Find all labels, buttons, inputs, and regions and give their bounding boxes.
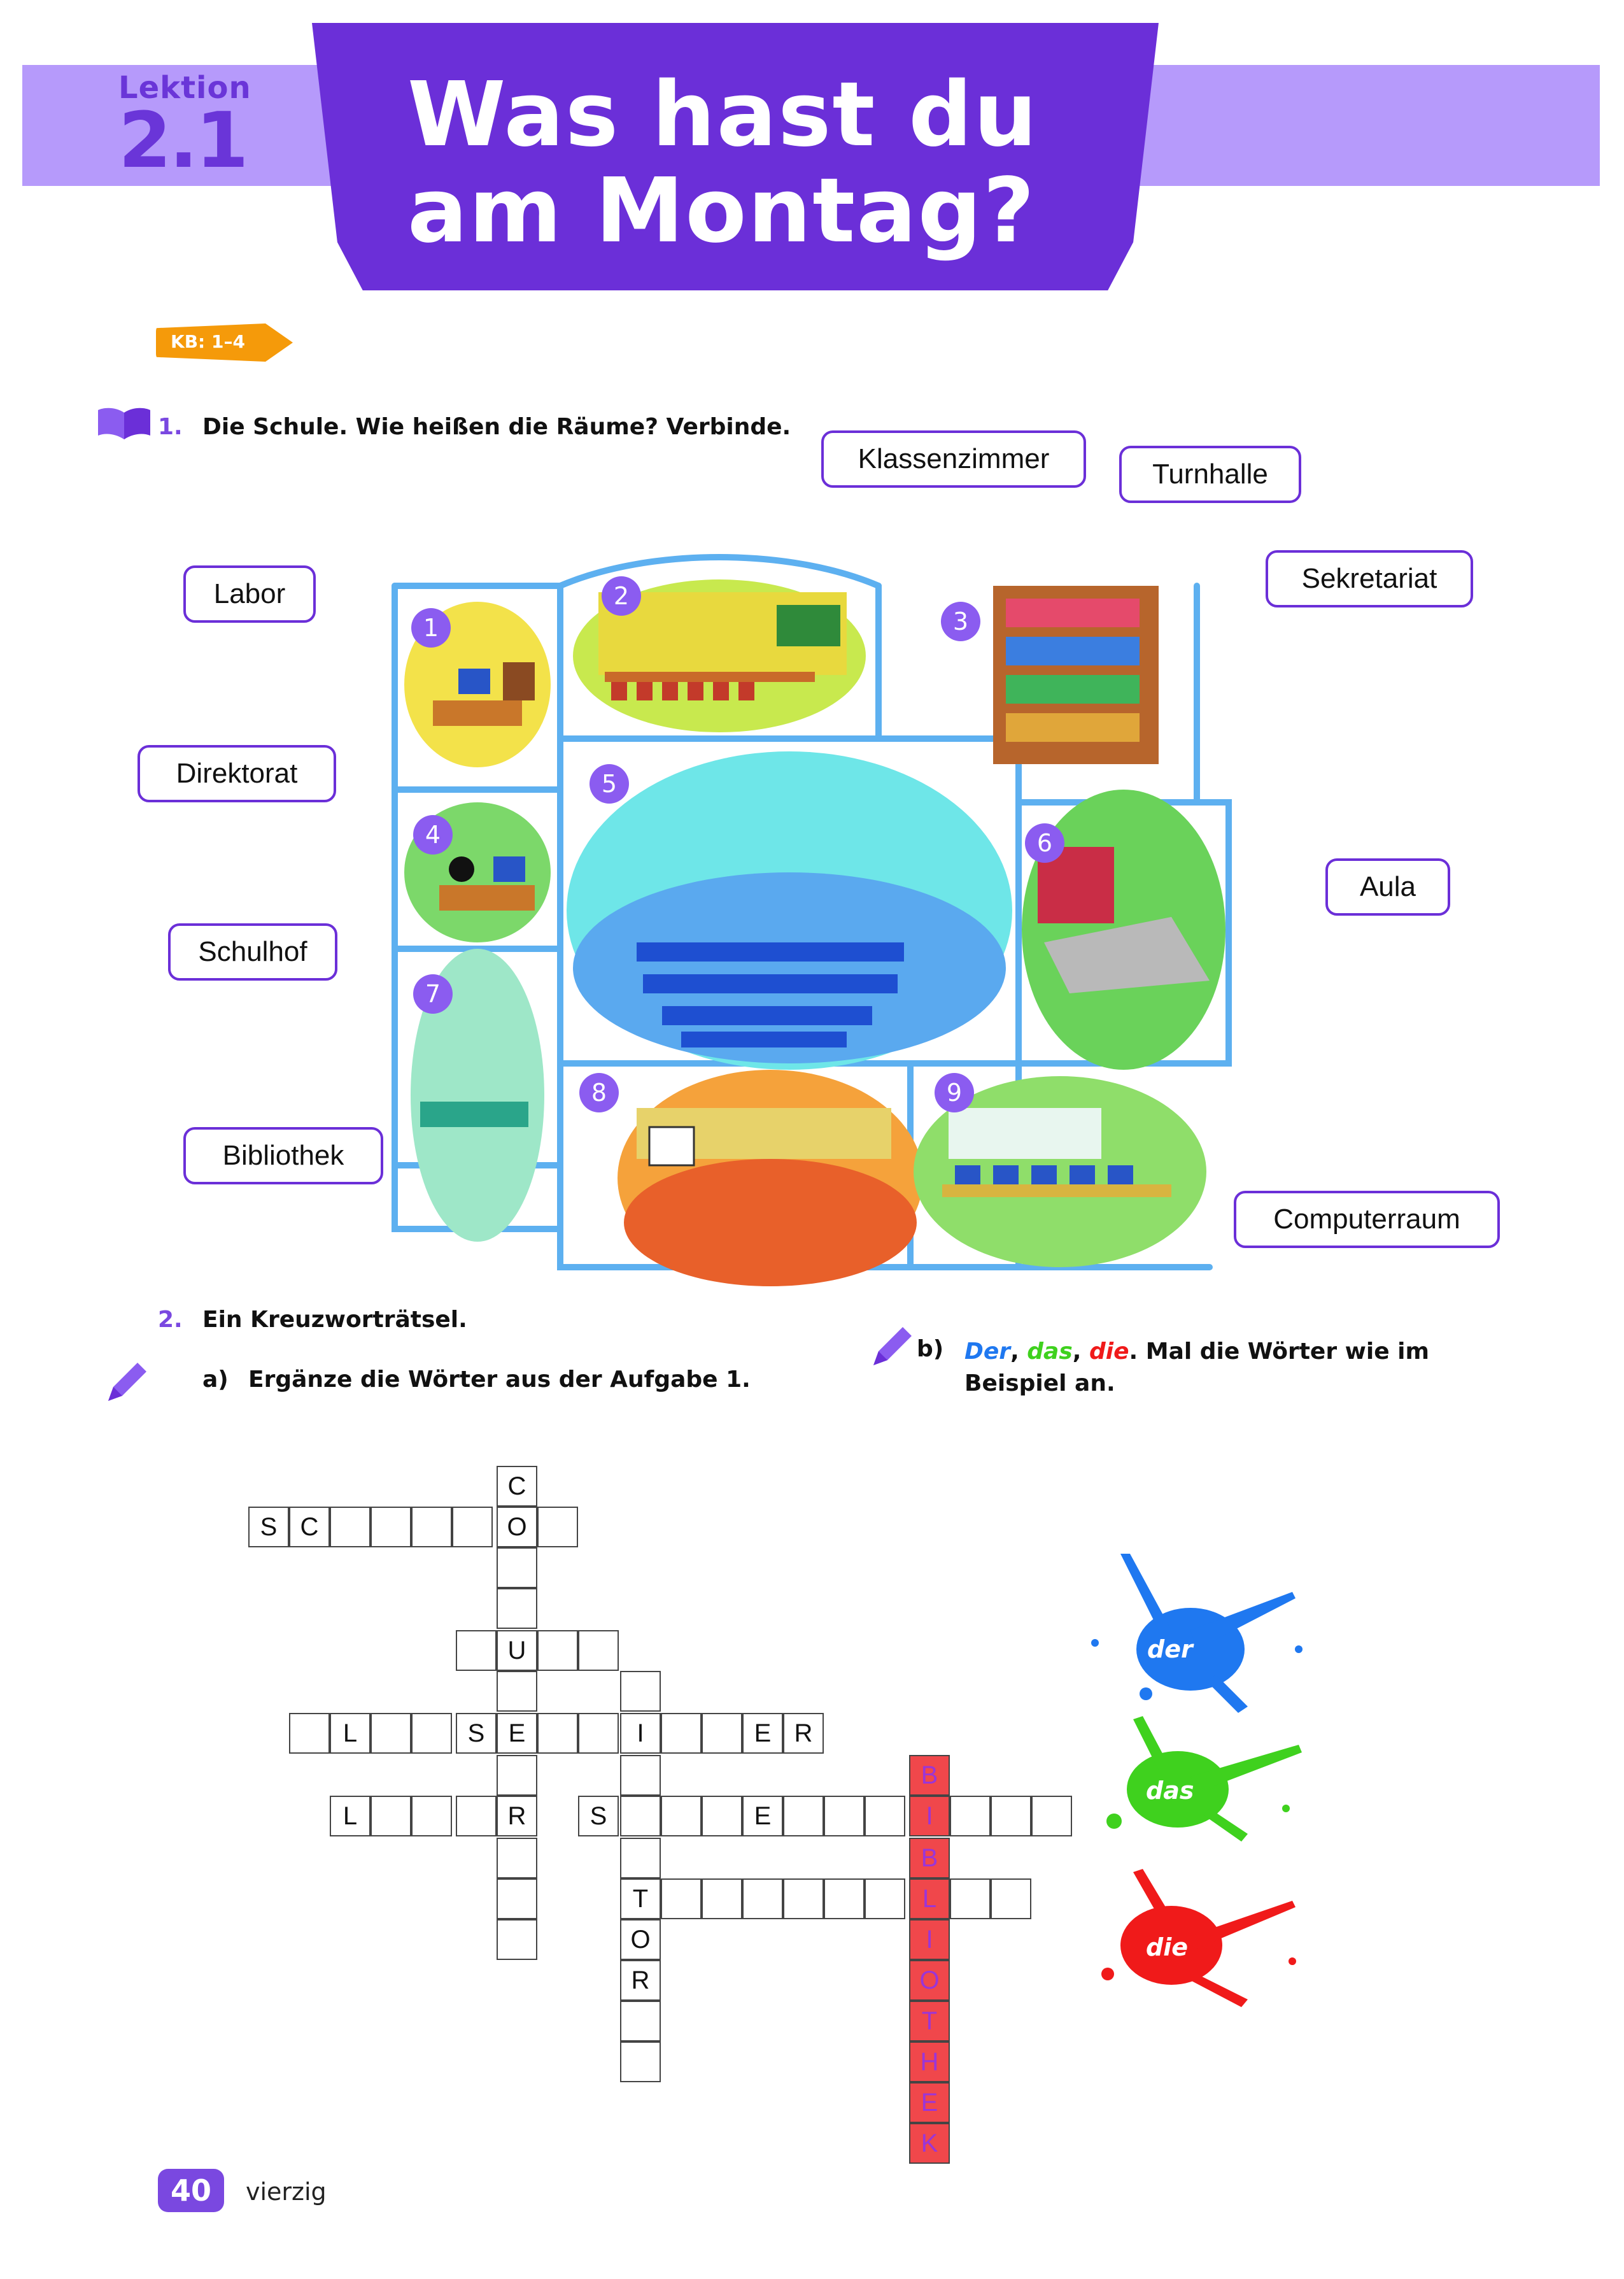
crossword-cell[interactable]	[620, 1838, 661, 1878]
label-direktorat[interactable]: Direktorat	[138, 745, 336, 802]
crossword-cell[interactable]	[702, 1796, 742, 1836]
crossword-cell[interactable]	[661, 1878, 702, 1919]
crossword-cell[interactable]: O	[497, 1507, 537, 1547]
crossword-cell[interactable]	[497, 1588, 537, 1629]
crossword-cell[interactable]	[578, 1713, 619, 1754]
label-sekretariat[interactable]: Sekretariat	[1266, 550, 1473, 607]
splat-red	[1101, 1869, 1296, 2007]
crossword-cell[interactable]: S	[456, 1713, 497, 1754]
crossword-cell[interactable]	[991, 1796, 1031, 1836]
label-labor[interactable]: Labor	[183, 565, 316, 623]
room-number-2: 2	[602, 576, 641, 616]
room-number-6: 6	[1025, 823, 1064, 863]
book-icon	[95, 404, 153, 442]
crossword-cell[interactable]: L	[330, 1796, 371, 1836]
crossword-cell[interactable]	[537, 1507, 578, 1547]
task2b-label: b)	[917, 1336, 944, 1362]
room-number-1: 1	[411, 608, 451, 648]
room-number-8: 8	[579, 1073, 619, 1112]
crossword-cell[interactable]: I	[620, 1713, 661, 1754]
splat-label-die: die	[1146, 1933, 1188, 1961]
room-number-5: 5	[590, 764, 629, 804]
crossword-cell[interactable]	[824, 1878, 865, 1919]
crossword-cell[interactable]	[865, 1796, 905, 1836]
crossword-cell[interactable]	[620, 1755, 661, 1796]
label-turnhalle[interactable]: Turnhalle	[1119, 446, 1301, 503]
crossword-cell[interactable]	[578, 1630, 619, 1671]
crossword-cell-highlight[interactable]: B	[909, 1755, 950, 1796]
paint-splats	[1082, 1554, 1311, 2038]
task2b-text: . Mal die Wörter wie im Beispiel an.	[964, 1338, 1430, 1397]
task2-instruction: Ein Kreuzworträtsel.	[202, 1307, 467, 1333]
crossword-cell[interactable]	[620, 1671, 661, 1712]
crossword-cell[interactable]: S	[578, 1796, 619, 1836]
crossword-cell[interactable]: E	[742, 1713, 783, 1754]
crossword-cell[interactable]	[411, 1796, 452, 1836]
crossword-cell[interactable]	[456, 1796, 497, 1836]
kb-tag: KB: 1–4	[171, 331, 245, 352]
crossword-cell[interactable]	[702, 1713, 742, 1754]
crossword-cell-highlight[interactable]: O	[909, 1960, 950, 2001]
crossword-cell[interactable]: S	[248, 1507, 289, 1547]
crossword-cell[interactable]	[950, 1878, 991, 1919]
label-computerraum[interactable]: Computerraum	[1234, 1191, 1500, 1248]
crossword-cell-highlight[interactable]: B	[909, 1838, 950, 1878]
crossword-cell[interactable]	[452, 1507, 493, 1547]
crossword-cell[interactable]	[661, 1796, 702, 1836]
label-aula[interactable]: Aula	[1325, 858, 1450, 916]
word-die: die	[1089, 1338, 1129, 1365]
pencil-icon-b	[867, 1321, 918, 1372]
crossword-cell[interactable]	[702, 1878, 742, 1919]
crossword-cell[interactable]	[497, 1547, 537, 1588]
task2a-instruction: Ergänze die Wörter aus der Aufgabe 1.	[248, 1367, 751, 1393]
label-klassenzimmer[interactable]: Klassenzimmer	[821, 430, 1086, 488]
crossword-cell-highlight[interactable]: T	[909, 2001, 950, 2041]
splat-label-das: das	[1146, 1777, 1194, 1805]
crossword-cell[interactable]: R	[783, 1713, 824, 1754]
crossword-cell-highlight[interactable]: I	[909, 1919, 950, 1960]
task2-number: 2.	[158, 1307, 183, 1333]
crossword-cell[interactable]: E	[497, 1713, 537, 1754]
crossword-cell[interactable]: L	[330, 1713, 371, 1754]
page-number-word: vierzig	[246, 2178, 327, 2206]
splat-green	[1106, 1716, 1302, 1842]
lektion-label: Lektion	[118, 70, 251, 106]
task2a-label: a)	[202, 1367, 229, 1393]
task1-instruction: Die Schule. Wie heißen die Räume? Verbinde.	[202, 414, 791, 440]
crossword-cell[interactable]	[661, 1713, 702, 1754]
crossword-cell[interactable]	[783, 1796, 824, 1836]
crossword-cell-highlight[interactable]: H	[909, 2041, 950, 2082]
room-number-4: 4	[413, 815, 453, 855]
crossword-cell[interactable]	[371, 1796, 411, 1836]
crossword-cell[interactable]	[1031, 1796, 1072, 1836]
crossword-cell[interactable]: T	[620, 1878, 661, 1919]
splat-label-der: der	[1147, 1635, 1193, 1663]
crossword-cell[interactable]	[742, 1878, 783, 1919]
page-title	[407, 63, 1038, 264]
room-number-3: 3	[941, 602, 980, 641]
crossword-cell[interactable]	[371, 1713, 411, 1754]
crossword-cell[interactable]: O	[620, 1919, 661, 1960]
crossword-cell[interactable]: U	[497, 1630, 537, 1671]
crossword-cell-highlight[interactable]: E	[909, 2082, 950, 2123]
crossword-cell[interactable]	[537, 1713, 578, 1754]
word-der: Der	[964, 1338, 1011, 1365]
crossword-cell[interactable]	[497, 1671, 537, 1712]
title-line-1: Was hast du	[407, 63, 1038, 167]
crossword-cell[interactable]	[497, 1838, 537, 1878]
crossword-cell[interactable]	[456, 1630, 497, 1671]
crossword-cell[interactable]	[497, 1755, 537, 1796]
task1-number: 1.	[158, 414, 183, 440]
crossword-cell[interactable]: C	[497, 1466, 537, 1507]
crossword-cell[interactable]: R	[620, 1960, 661, 2001]
crossword-cell[interactable]	[783, 1878, 824, 1919]
crossword-cell[interactable]: C	[289, 1507, 330, 1547]
crossword-cell[interactable]	[497, 1878, 537, 1919]
crossword-cell[interactable]	[950, 1796, 991, 1836]
label-schulhof[interactable]: Schulhof	[168, 923, 337, 981]
task2b-instruction: Der, das, die. Mal die Wörter wie im Beispiel an.	[964, 1338, 1430, 1397]
splat-blue	[1091, 1554, 1303, 1713]
crossword-cell[interactable]	[411, 1507, 452, 1547]
room-number-9: 9	[935, 1073, 974, 1112]
crossword-cell[interactable]	[330, 1507, 371, 1547]
crossword-cell-highlight[interactable]: L	[909, 1878, 950, 1919]
crossword-cell[interactable]	[411, 1713, 452, 1754]
school-floor-plan	[382, 535, 1235, 1286]
crossword-cell[interactable]	[620, 2041, 661, 2082]
page-number: 40	[158, 2169, 224, 2212]
crossword-cell[interactable]: E	[742, 1796, 783, 1836]
crossword-cell[interactable]	[289, 1713, 330, 1754]
label-bibliothek[interactable]: Bibliothek	[183, 1127, 383, 1184]
crossword-cell-highlight[interactable]: K	[909, 2123, 950, 2164]
crossword-cell-highlight[interactable]: I	[909, 1796, 950, 1836]
crossword-cell[interactable]	[620, 2001, 661, 2041]
crossword-cell[interactable]	[497, 1919, 537, 1960]
crossword-cell[interactable]	[991, 1878, 1031, 1919]
crossword-cell[interactable]: R	[497, 1796, 537, 1836]
title-line-2: am Montag?	[407, 159, 1036, 264]
crossword-cell[interactable]	[537, 1630, 578, 1671]
crossword-cell[interactable]	[620, 1796, 661, 1836]
crossword-cell[interactable]	[371, 1507, 411, 1547]
lektion-number: 2.1	[118, 97, 246, 185]
room-number-7: 7	[413, 974, 453, 1014]
crossword-cell[interactable]	[865, 1878, 905, 1919]
pencil-icon	[102, 1356, 153, 1407]
crossword-cell[interactable]	[824, 1796, 865, 1836]
word-das: das	[1027, 1338, 1073, 1365]
